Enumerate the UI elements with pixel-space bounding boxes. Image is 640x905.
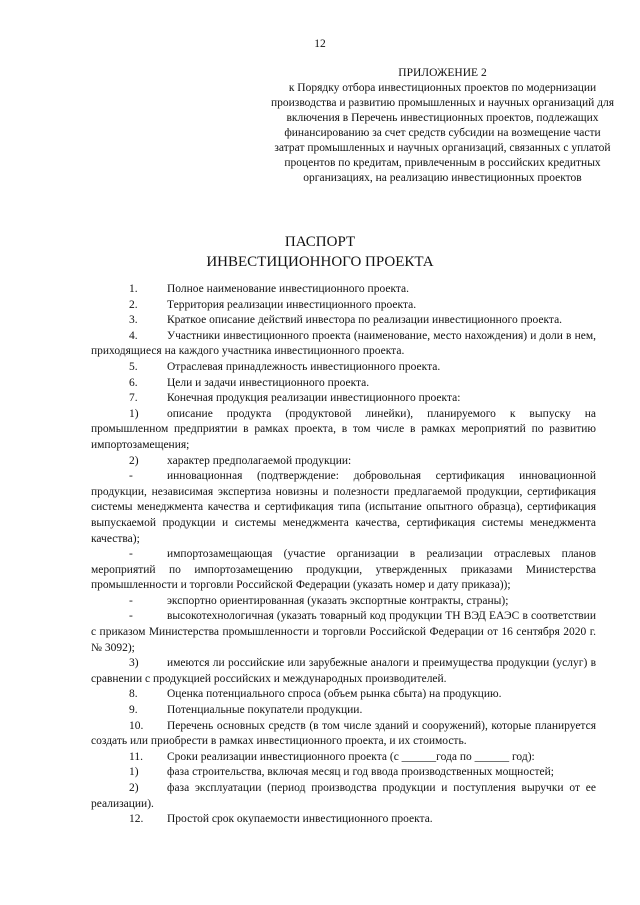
item-text: Участники инвестиционного проекта (наименование, место нахождения) и доли в нем, приходящиеся на каждого участника инвестиционного проекта.: [91, 329, 596, 358]
list-item: [91, 750, 596, 766]
title-line-1: ПАСПОРТ: [284, 234, 356, 250]
item-marker: 2): [129, 782, 139, 794]
title-line-2: ИНВЕСТИЦИОННОГО ПРОЕКТА: [206, 254, 434, 270]
item-marker: -: [129, 548, 133, 561]
item-marker: 5.: [129, 360, 138, 373]
item-marker: 3): [129, 657, 139, 670]
item-marker: 1.: [129, 283, 138, 295]
document-title: [0, 232, 640, 272]
list-item: [91, 454, 596, 470]
item-text: Оценка потенциального спроса (объем рынка сбыта) на продукцию.: [167, 688, 502, 701]
list-item: [91, 360, 596, 376]
item-marker: 2.: [129, 298, 138, 311]
list-item: [91, 703, 596, 719]
item-text: импортозамещающая (участие организации в реализации отраслевых планов мероприятий по импортозамещению продукции, утвержденных приказами Министерства промышленности и торговли Российской Федерации (указать номер и дату приказа));: [91, 548, 596, 592]
list-item: [91, 812, 596, 828]
item-text: фаза эксплуатации (период производства продукции и поступления выручки от ее реализации).: [91, 782, 596, 810]
list-item: [91, 765, 596, 781]
item-text: описание продукта (продуктовой линейки), планируемого к выпуску на промышленном предприятии в рамках проекта, в том числе в рамках мероприятий по развитию импортозамещения;: [91, 407, 596, 451]
item-marker: -: [129, 470, 133, 483]
list-item: [91, 313, 596, 329]
list-item: [91, 656, 596, 687]
list-item: [91, 329, 596, 360]
item-text: Отраслевая принадлежность инвестиционного проекта.: [167, 360, 441, 373]
appendix-block: [270, 66, 615, 186]
item-text: фаза строительства, включая месяц и год ввода производственных мощностей;: [167, 766, 554, 779]
list-item: [91, 687, 596, 703]
item-text: имеются ли российские или зарубежные аналоги и преимущества продукции (услуг) в сравнении с продукцией российских и международных производителей.: [91, 657, 596, 685]
page-number: 12: [314, 38, 326, 50]
item-marker: 6.: [129, 376, 138, 389]
item-text: Территория реализации инвестиционного проекта.: [167, 298, 417, 311]
appendix-heading: ПРИЛОЖЕНИЕ 2: [398, 67, 487, 79]
item-marker: -: [129, 594, 133, 607]
item-marker: 8.: [129, 688, 138, 701]
document-body: [91, 282, 596, 828]
item-marker: 3.: [129, 314, 138, 327]
item-marker: 12.: [129, 813, 144, 826]
list-item: [91, 469, 596, 547]
item-marker: -: [129, 610, 133, 623]
list-item: [91, 298, 596, 314]
item-text: Конечная продукция реализации инвестиционного проекта:: [167, 392, 461, 405]
list-item: [91, 781, 596, 812]
list-item: [91, 407, 596, 454]
item-text: Цели и задачи инвестиционного проекта.: [167, 376, 370, 389]
appendix-text: к Порядку отбора инвестиционных проектов по модернизации производства и развитию промышленных и научных организаций для включения в Перечень инвестиционных проектов, подлежащих финансированию за счет средств субсидии на возмещение части затрат промышленных и научных организаций, связанных с уплатой процентов по кредитам, привлеченным в российских кредитных организациях, на реализацию инвестиционных проектов: [270, 82, 615, 184]
item-text: инновационная (подтверждение: добровольная сертификация инновационной продукции, независимая экспертиза новизны и полезности предлагаемой продукции, сертификация системы менеджмента качества и сертификация типа (испытание опытного образца), сертификация выпускаемой продукции и системы менеджмента качества, сертификация системы менеджмента качества);: [91, 470, 596, 545]
item-text: высокотехнологичная (указать товарный код продукции ТН ВЭД ЕАЭС в соответствии с приказом Министерства промышленности и торговли Российской Федерации от 16 сентября 2020 г. № 3092);: [91, 610, 596, 654]
item-marker: 1): [129, 766, 139, 779]
list-item: [91, 376, 596, 392]
item-marker: 2): [129, 454, 139, 467]
item-text: Потенциальные покупатели продукции.: [167, 704, 363, 717]
item-text: экспортно ориентированная (указать экспортные контракты, страны);: [167, 594, 509, 607]
item-text: характер предполагаемой продукции:: [167, 454, 352, 467]
item-marker: 1): [129, 407, 139, 420]
item-marker: 10.: [129, 719, 144, 732]
item-text: Сроки реализации инвестиционного проекта (с ______года по ______ год):: [167, 750, 535, 763]
list-item: [91, 594, 596, 610]
item-marker: 11.: [129, 750, 143, 763]
item-marker: 4.: [129, 329, 138, 342]
list-item: [91, 609, 596, 656]
list-item: [91, 719, 596, 750]
item-marker: 7.: [129, 392, 138, 405]
item-text: Перечень основных средств (в том числе зданий и сооружений), которые планируется создать или приобрести в рамках инвестиционного проекта, и их стоимость.: [91, 719, 596, 748]
item-text: Полное наименование инвестиционного проекта.: [167, 283, 410, 295]
item-text: Краткое описание действий инвестора по реализации инвестиционного проекта.: [167, 314, 563, 327]
list-item: [91, 547, 596, 594]
item-marker: 9.: [129, 704, 138, 717]
list-item: [91, 282, 596, 298]
list-item: [91, 391, 596, 407]
item-text: Простой срок окупаемости инвестиционного проекта.: [167, 813, 433, 826]
